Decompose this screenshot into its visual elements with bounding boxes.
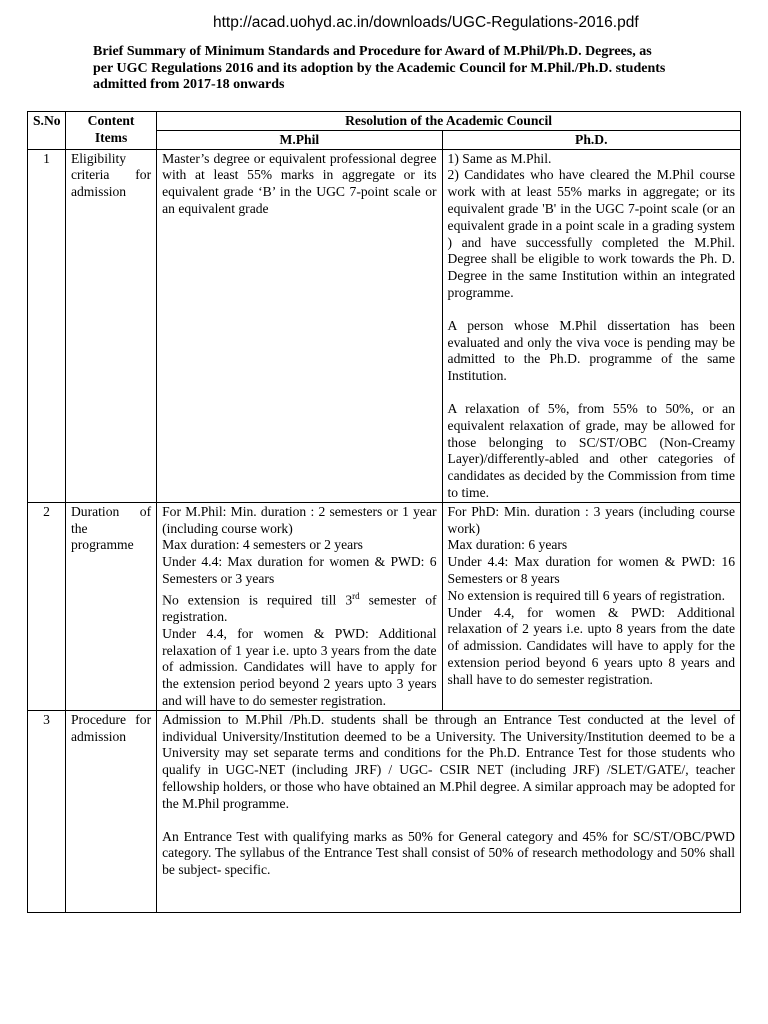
row-merged xyxy=(157,710,741,912)
row-sno: 3 xyxy=(28,710,66,912)
paragraph: A person whose M.Phil dissertation has been evaluated and only the viva voce is pending may be admitted to the Ph.D. programme of the same Institution. xyxy=(447,317,735,384)
row-sno: 1 xyxy=(28,149,66,502)
paragraph: Under 4.4: Max duration for women & PWD: 16 Semesters or 8 years xyxy=(447,554,735,586)
row-item: Duration of the programme xyxy=(65,502,156,710)
paragraph: No extension is required till 3rd semester of registration. xyxy=(162,590,437,625)
paragraph: Master’s degree or equivalent professional degree with at least 55% marks in aggregate or its equivalent grade ‘B’ in the UGC 7-point scale or an equivalent grade xyxy=(162,150,437,216)
paragraph: Under 4.4: Max duration for women & PWD: 6 Semesters or 3 years xyxy=(162,554,437,586)
paragraph: For M.Phil: Min. duration : 2 semesters or 1 year (including course work) xyxy=(162,503,437,536)
ordinal-suffix: rd xyxy=(352,590,360,601)
paragraph: 1) Same as M.Phil. xyxy=(447,150,552,166)
paragraph: Max duration: 4 semesters or 2 years xyxy=(162,537,363,553)
col-phd-header: Ph.D. xyxy=(442,130,740,149)
paragraph: An Entrance Test with qualifying marks as 50% for General category and 45% for SC/ST/OBC/PWD category. The syllabus of the Entrance Test shall consist of 50% of research methodology and 50% shall be subject- specific. xyxy=(162,828,735,878)
document-heading: Brief Summary of Minimum Standards and Procedure for Award of M.Phil/Ph.D. Degrees, as per UGC Regulations 2016 and its adoption by the Academic Council for M.Phil./Ph.D. students admitted from 2017-18 onwards xyxy=(93,44,666,92)
row-item: Eligibility criteria for admission xyxy=(65,149,156,502)
col-items-header: Content Items xyxy=(65,112,156,150)
paragraph: For PhD: Min. duration : 3 years (including course work) xyxy=(447,503,735,536)
paragraph: Under 4.4, for women & PWD: Additional relaxation of 2 years i.e. upto 8 years from the date of admission. Candidates will have to apply for the extension period beyond 6 years upto 8 years and shall have to do semester registration. xyxy=(447,604,735,687)
paragraph: Under 4.4, for women & PWD: Additional relaxation of 1 year i.e. upto 3 years from the date of admission. Candidates will have to apply for the extension period beyond 2 years upto 3 years and will have to do semester registration. xyxy=(162,625,437,709)
table-row xyxy=(28,710,741,912)
paragraph: No extension is required till 6 years of registration. xyxy=(447,587,726,603)
row-phd xyxy=(442,502,740,710)
row-item: Procedure for admission xyxy=(65,710,156,912)
table-row xyxy=(28,149,741,502)
row-sno: 2 xyxy=(28,502,66,710)
paragraph: 2) Candidates who have cleared the M.Phil course work with at least 55% marks in aggregate; or its equivalent grade 'B' in the UGC 7-point scale (or an equivalent grade in a point scale in a grading system ) and have successfully completed the M.Phil. Degree shall be eligible to work towards the Ph. D. Degree in the same Institution within an integrated programme. xyxy=(447,167,735,300)
row-phd xyxy=(442,149,740,502)
col-mphil-header: M.Phil xyxy=(157,130,442,149)
regulations-table xyxy=(27,111,741,913)
col-resolution-header: Resolution of the Academic Council xyxy=(157,112,741,131)
col-sno-header: S.No xyxy=(28,112,66,150)
row-mphil xyxy=(157,149,442,502)
paragraph: A relaxation of 5%, from 55% to 50%, or an equivalent relaxation of grade, may be allowed for those belonging to SC/ST/OBC (Non-Creamy Layer)/differently-abled and other categories of candidates as decided by the Commission from time to time. xyxy=(447,400,735,500)
header-row xyxy=(28,112,741,131)
paragraph: Max duration: 6 years xyxy=(447,537,568,553)
row-mphil xyxy=(157,502,442,710)
table-row xyxy=(28,502,741,710)
source-url: http://acad.uohyd.ac.in/downloads/UGC-Regulations-2016.pdf xyxy=(213,14,639,31)
paragraph: Admission to M.Phil /Ph.D. students shall be through an Entrance Test conducted at the level of individual University/Institution deemed to be a University. The University/Institution deemed to be a University may set separate terms and conditions for the Ph.D. Entrance Test for those students who qualify in UGC-NET (including JRF) / UGC- CSIR NET (including JRF) /SLET/GATE/, teacher fellowship holders, or those who have obtained an M.Phil degree. A similar approach may be adopted for the M.Phil programme. xyxy=(162,711,735,811)
